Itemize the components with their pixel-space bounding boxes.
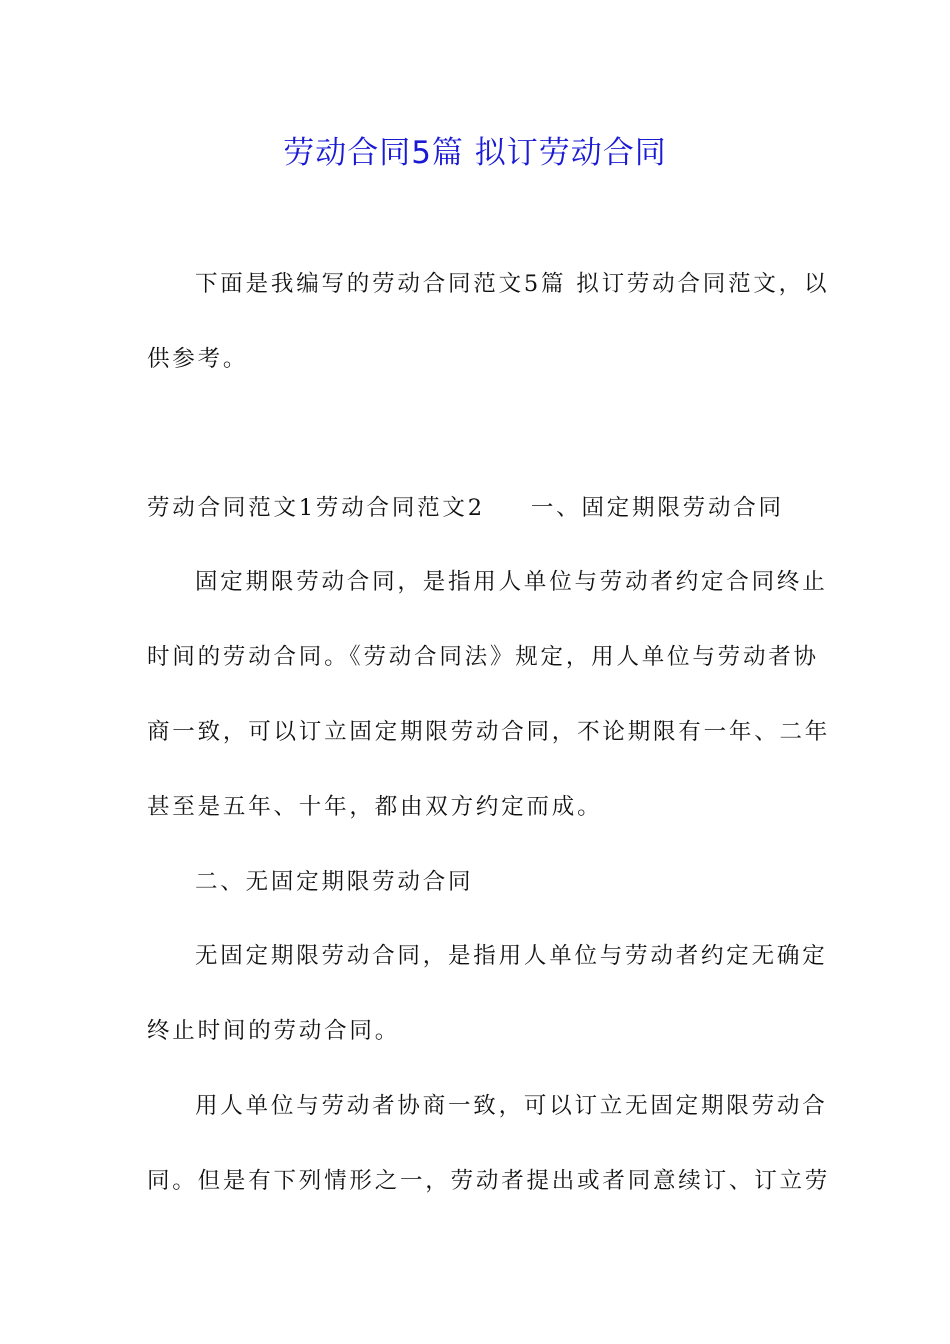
paragraph-line: 固定期限劳动合同，是指用人单位与劳动者约定合同终止: [195, 569, 828, 595]
document-title: 劳动合同5篇 拟订劳动合同: [283, 135, 667, 171]
paragraph-line: 商一致，可以订立固定期限劳动合同，不论期限有一年、二年: [147, 719, 831, 745]
paragraph-line: 时间的劳动合同。《劳动合同法》规定，用人单位与劳动者协: [147, 644, 819, 670]
paragraph-line: 终止时间的劳动合同。: [147, 1018, 401, 1044]
sample-links-text: 劳动合同范文1劳动合同范文2: [147, 495, 485, 521]
intro-line-2: 供参考。: [147, 346, 249, 372]
paragraph-line: 甚至是五年、十年，都由双方约定而成。: [147, 794, 603, 820]
paragraph-line: 用人单位与劳动者协商一致，可以订立无固定期限劳动合: [195, 1093, 828, 1119]
section-heading-line: [147, 492, 807, 524]
paragraph-line: 无固定期限劳动合同，是指用人单位与劳动者约定无确定: [195, 943, 828, 969]
intro-line-1: 下面是我编写的劳动合同范文5篇 拟订劳动合同范文，以: [195, 271, 830, 297]
section-two-heading: 二、无固定期限劳动合同: [195, 869, 474, 895]
paragraph-line: 同。但是有下列情形之一，劳动者提出或者同意续订、订立劳: [147, 1168, 831, 1194]
section-one-heading: 一、固定期限劳动合同: [530, 495, 784, 521]
